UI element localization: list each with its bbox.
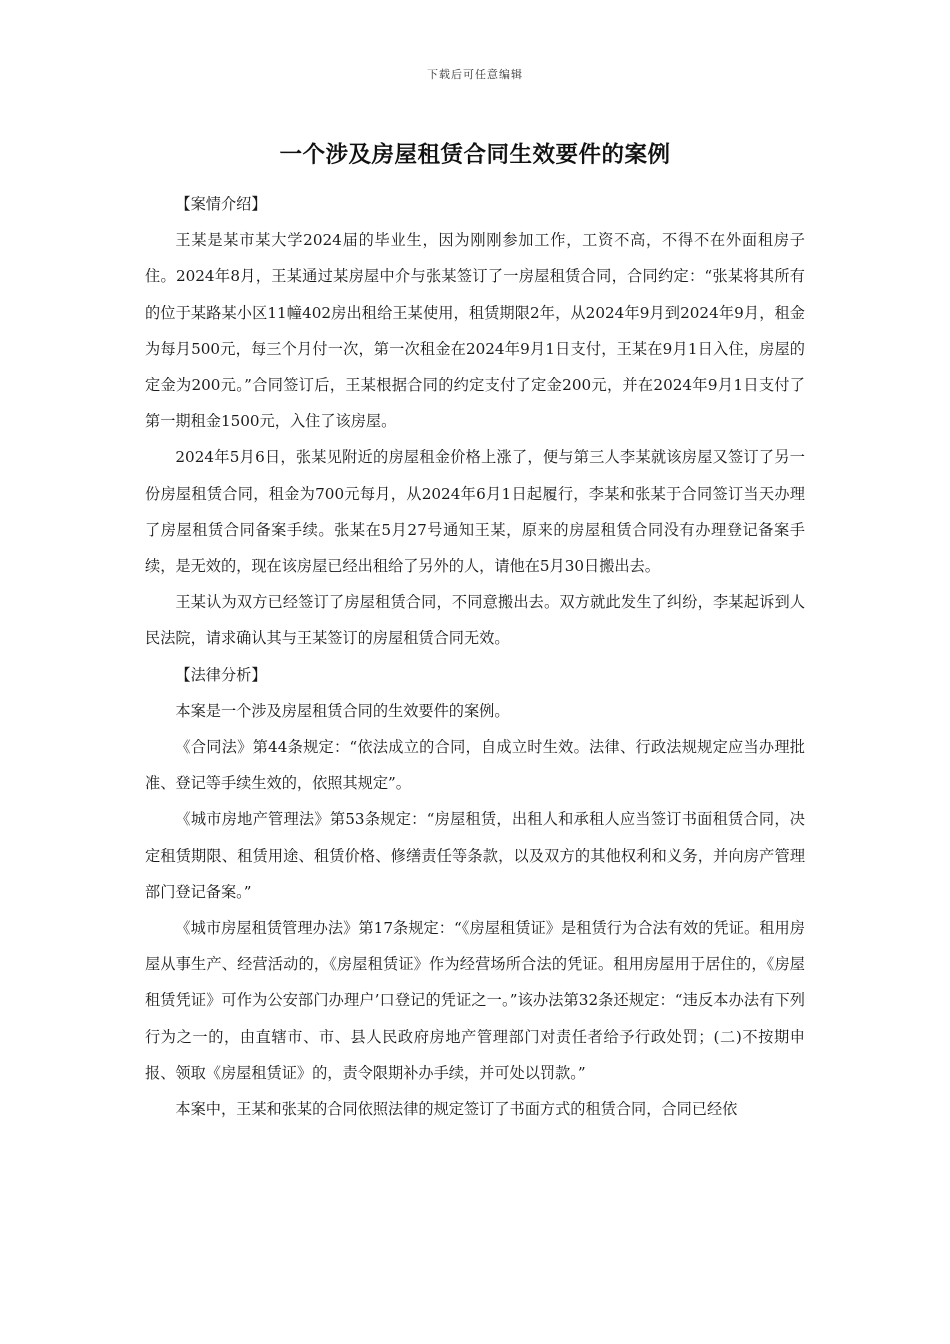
section-heading-legal-analysis: 【法律分析】 (175, 665, 267, 684)
paragraph: 《城市房屋租赁管理办法》第17条规定：“《房屋租赁证》是租赁行为合法有效的凭证。租用房屋从事生产、经营活动的，《房屋租赁证》作为经营场所合法的凭证。租用房屋用于居住的，《房屋租赁凭证》可作为公安部门办理户’口登记的凭证之一。”该办法第32条还规定：“违反本办法有下列行为之一的，由直辖市、市、县人民政府房地产管理部门对责任者给予行政处罚；(二)不按期申报、领取《房屋租赁证》的，责令限期补办手续，并可处以罚款。” (145, 919, 805, 1082)
paragraph: 《城市房地产管理法》第53条规定：“房屋租赁，出租人和承租人应当签订书面租赁合同，决定租赁期限、租赁用途、租赁价格、修缮责任等条款，以及双方的其他权利和义务，并向房产管理部门登记备案。” (145, 810, 805, 901)
paragraph: 本案是一个涉及房屋租赁合同的生效要件的案例。 (175, 701, 510, 720)
document-title: 一个涉及房屋租赁合同生效要件的案例 (279, 142, 671, 168)
paragraph: 本案中，王某和张某的合同依照法律的规定签订了书面方式的租赁合同，合同已经依 (175, 1100, 738, 1119)
paragraph: 《合同法》第44条规定：“依法成立的合同，自成立时生效。法律、行政法规规定应当办理批准、登记等手续生效的，依照其规定”。 (145, 738, 805, 793)
paragraph: 王某认为双方已经签订了房屋租赁合同，不同意搬出去。双方就此发生了纠纷，李某起诉到人民法院，请求确认其与王某签订的房屋租赁合同无效。 (145, 593, 805, 648)
document-body (145, 186, 805, 1127)
section-heading-case-intro: 【案情介绍】 (175, 195, 267, 213)
header-note: 下载后可任意编辑 (427, 68, 523, 81)
paragraph: 2024年5月6日，张某见附近的房屋租金价格上涨了，便与第三人李某就该房屋又签订了另一份房屋租赁合同，租金为700元每月，从2024年6月1日起履行，李某和张某于合同签订当天办理了房屋租赁合同备案手续。张某在5月27号通知王某，原来的房屋租赁合同没有办理登记备案手续，是无效的，现在该房屋已经出租给了另外的人，请他在5月30日搬出去。 (145, 448, 805, 576)
paragraph: 王某是某市某大学2024届的毕业生，因为刚刚参加工作，工资不高，不得不在外面租房子住。2024年8月，王某通过某房屋中介与张某签订了一房屋租赁合同，合同约定：“张某将其所有的位于某路某小区11幢402房出租给王某使用，租赁期限2年，从2024年9月到2024年9月，租金为每月500元，每三个月付一次，第一次租金在2024年9月1日支付，王某在9月1日入住，房屋的定金为200元。”合同签订后，王某根据合同的约定支付了定金200元，并在2024年9月1日支付了第一期租金1500元，入住了该房屋。 (145, 231, 805, 431)
